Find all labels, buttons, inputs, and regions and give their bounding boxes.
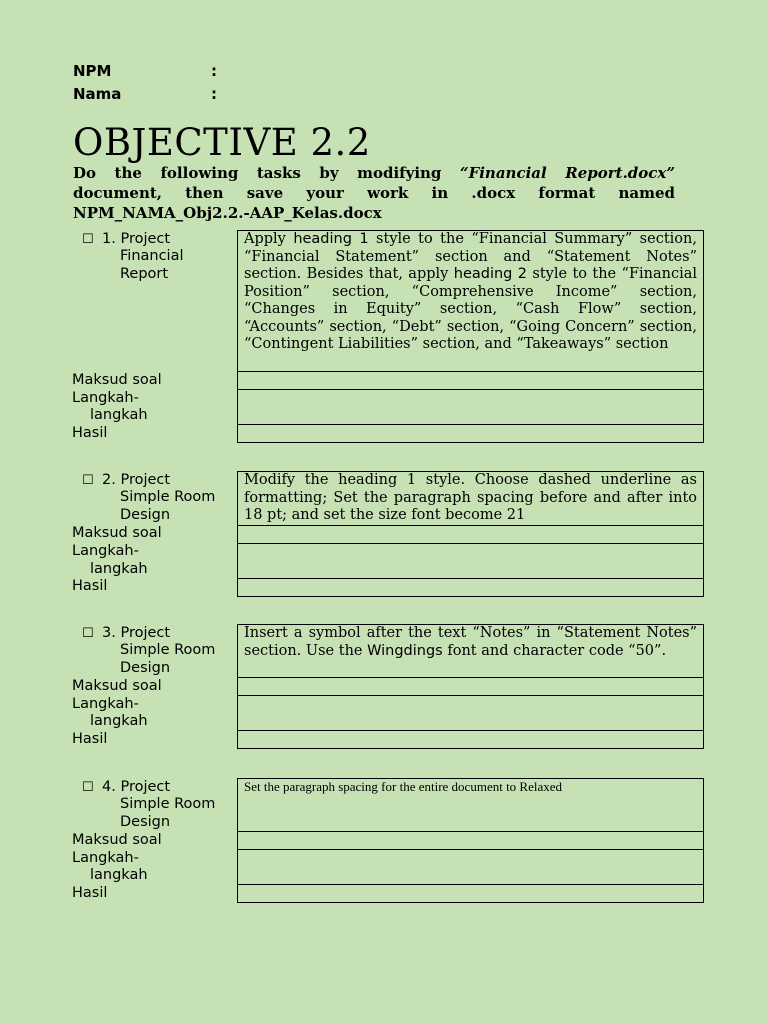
hasil-label: Hasil <box>72 884 108 901</box>
checkbox-icon[interactable]: ☐ <box>82 779 94 795</box>
task-title-line: Project <box>120 471 171 488</box>
nama-colon: : <box>211 85 217 103</box>
hasil-label: Hasil <box>72 578 108 594</box>
intro-filename: “Financial Report.docx” <box>459 164 676 182</box>
intro-text-1: Do the following tasks by modifying <box>73 164 460 182</box>
intro-line-2: document, then save your work in .docx format named <box>73 184 675 202</box>
maksud-soal-label: Maksud soal <box>72 371 162 388</box>
maksud-soal-label: Maksud soal <box>72 525 162 541</box>
task-description: Modify the heading 1 style. Choose dashed underline as formatting; Set the paragraph spacing before and after into 18 pt; and set the size font become 21 <box>238 472 704 526</box>
task-title-cell <box>72 472 238 526</box>
hasil-cell[interactable] <box>238 578 704 596</box>
maksud-soal-label: Maksud soal <box>72 831 162 848</box>
task-description: Insert a symbol after the text “Notes” in “Statement Notes” section. Use the Wingdings font and character code “50”. <box>238 625 704 678</box>
hasil-cell[interactable] <box>238 731 704 749</box>
hasil-label: Hasil <box>72 730 108 747</box>
langkah-cell[interactable] <box>238 696 704 731</box>
nama-field <box>73 85 217 103</box>
page-title: OBJECTIVE 2.2 <box>73 121 371 164</box>
checkbox-icon[interactable]: ☐ <box>82 231 94 247</box>
keyword-heading-1: heading 1 <box>293 231 369 247</box>
task-title-line: Design <box>120 813 171 830</box>
task-number: 2. <box>102 471 116 488</box>
checkbox-icon[interactable]: ☐ <box>82 625 94 641</box>
intro-line-3: NPM_NAMA_Obj2.2.-AAP_Kelas.docx <box>73 204 382 222</box>
hasil-cell[interactable] <box>238 885 704 903</box>
task-block-3 <box>72 624 704 749</box>
npm-label: NPM <box>73 62 112 80</box>
langkah-cell[interactable] <box>238 390 704 425</box>
task-title-line: Simple Room <box>120 796 216 812</box>
task-title-cell <box>72 625 238 678</box>
langkah-label: Langkah- langkah <box>72 849 148 883</box>
maksud-soal-cell[interactable] <box>238 678 704 696</box>
maksud-soal-cell[interactable] <box>238 832 704 850</box>
keyword-heading-2: heading 2 <box>453 266 527 282</box>
task-block-4 <box>72 778 704 903</box>
langkah-label: Langkah- langkah <box>72 695 148 729</box>
hasil-label: Hasil <box>72 424 108 441</box>
langkah-cell[interactable] <box>238 543 704 578</box>
nama-label: Nama <box>73 85 122 103</box>
langkah-label: Langkah- langkah <box>72 389 148 423</box>
keyword-wingdings: Wingdings <box>367 642 443 659</box>
checkbox-icon[interactable]: ☐ <box>82 472 94 488</box>
maksud-soal-label: Maksud soal <box>72 677 162 694</box>
intro-line-1 <box>73 163 675 183</box>
task-title-cell <box>72 231 238 372</box>
task-title-cell <box>72 779 238 832</box>
npm-colon: : <box>211 62 217 80</box>
task-description: Apply heading 1 style to the “Financial Summary” section, “Financial Statement” section and “Statement Notes” section. Besides that, apply heading 2 style to the “Financial Position” section, “Comprehensive Income” section, “Changes in Equity” section, “Cash Flow” section, “Accounts” section, “Debt” section, “Going Concern” section, “Contingent Liabilities” section, and “Takeaways” section <box>238 231 704 372</box>
task-title-line: Report <box>120 265 169 282</box>
task-block-1 <box>72 230 704 443</box>
task-number: 4. <box>102 778 116 795</box>
task-number: 3. <box>102 624 116 641</box>
task-title-line: Project <box>120 624 171 641</box>
maksud-soal-cell[interactable] <box>238 525 704 543</box>
task-number: 1. <box>102 230 116 247</box>
task-title-line: Financial <box>120 248 184 264</box>
npm-field <box>73 62 217 80</box>
intro-paragraph <box>73 163 675 223</box>
task-title-line: Project <box>120 778 171 795</box>
task-description: Set the paragraph spacing for the entire document to Relaxed <box>238 779 704 832</box>
maksud-soal-cell[interactable] <box>238 372 704 390</box>
langkah-cell[interactable] <box>238 850 704 885</box>
task-title-line: Design <box>120 506 171 523</box>
task-title-line: Design <box>120 659 171 676</box>
task-block-2 <box>72 471 704 597</box>
hasil-cell[interactable] <box>238 425 704 443</box>
task-title-line: Simple Room <box>120 642 216 658</box>
task-title-line: Simple Room <box>120 489 216 505</box>
langkah-label: Langkah- langkah <box>72 543 148 577</box>
task-title-line: Project <box>120 230 171 247</box>
